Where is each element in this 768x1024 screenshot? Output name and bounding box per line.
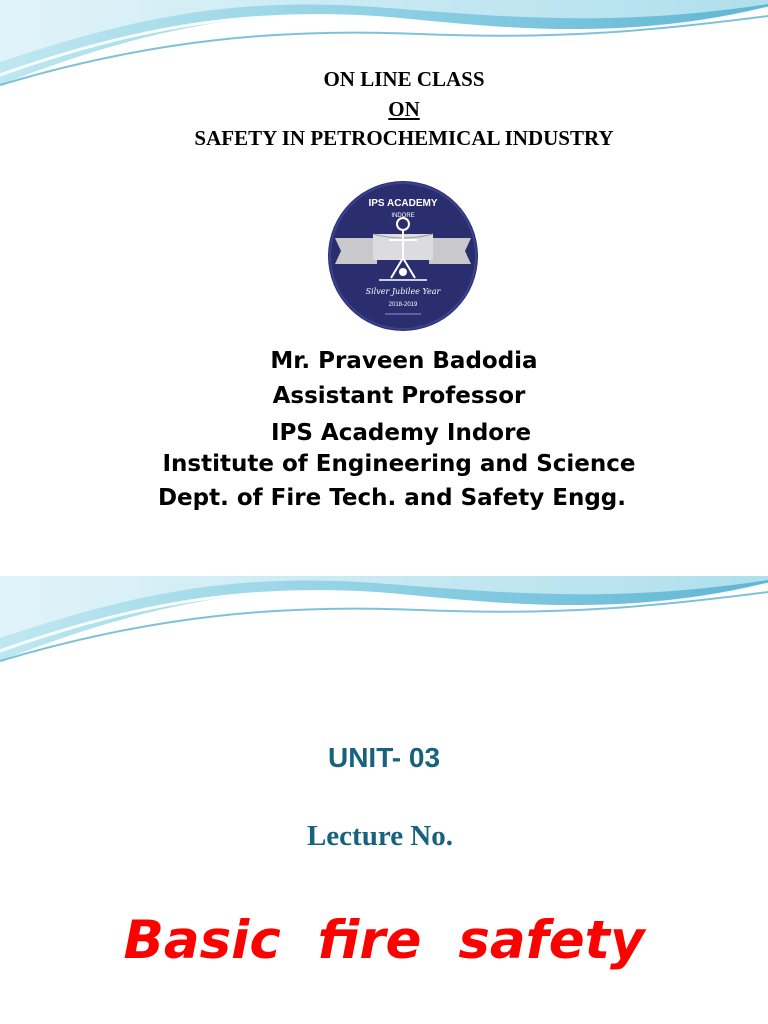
svg-text:Silver Jubilee Year: Silver Jubilee Year [365, 287, 441, 296]
author-name: Mr. Praveen Badodia [270, 348, 538, 374]
svg-text:2018-2019: 2018-2019 [388, 302, 418, 308]
svg-text:IPS ACADEMY: IPS ACADEMY [368, 198, 438, 209]
author-department: Dept. of Fire Tech. and Safety Engg. [157, 485, 627, 511]
slide-2 [0, 576, 768, 1024]
title-line-2: ON [388, 97, 420, 121]
lecture-heading: Lecture No. [306, 820, 454, 852]
ips-academy-logo [327, 180, 479, 332]
author-title: Assistant Professor [272, 383, 526, 409]
main-title: Basic fire safety [123, 910, 645, 971]
author-organization: IPS Academy Indore [270, 420, 532, 446]
title-line-3: SAFETY IN PETROCHEMICAL INDUSTRY [194, 126, 614, 150]
unit-heading: UNIT- 03 [327, 742, 441, 773]
wave-header [0, 576, 768, 671]
title-line-1: ON LINE CLASS [323, 67, 485, 91]
author-institute: Institute of Engineering and Science [162, 451, 636, 477]
svg-text:INDORE: INDORE [391, 213, 415, 219]
